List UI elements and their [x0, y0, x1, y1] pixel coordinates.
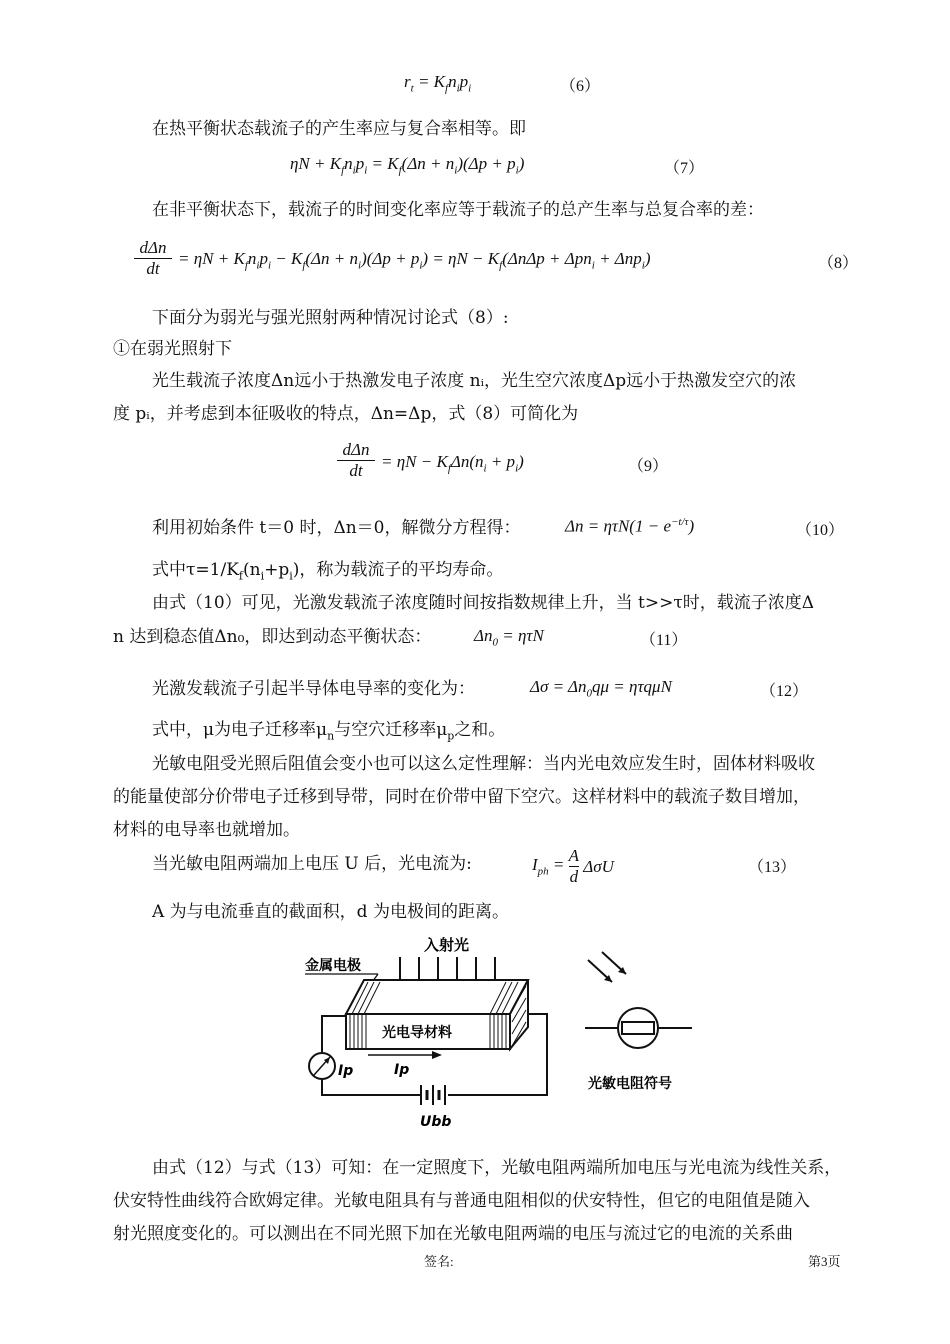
paragraph-5b: 度 pᵢ，并考虑到本征吸收的特点，Δn=Δp，式（8）可简化为: [113, 404, 579, 424]
photoresistor-figure: [0, 930, 950, 1160]
equation-11: $\Delta n_0 = \eta\tau N$: [474, 626, 544, 649]
paragraph-11a: 光敏电阻受光照后阻值会变小也可以这么定性理解：当内光电效应发生时，固体材料吸收: [152, 754, 815, 774]
equation-12-number: （12）: [760, 683, 809, 700]
paragraph-11c: 材料的电导率也就增加。: [113, 820, 300, 840]
photoconductive-block: [346, 980, 528, 1049]
metal-electrode-label: 金属电极: [305, 958, 361, 974]
paragraph-9: 光激发载流子引起半导体电导率的变化为：: [152, 679, 475, 699]
equation-8-rhs: = $\eta N + K_fn_ip_i - K_f(\Delta n + n_i)(\Delta p + p_i) = \eta N - K_f(\Delta n\Delta p + \Delta pn_i + \Delta np_i)$: [178, 249, 651, 272]
paragraph-11b: 的能量使部分价带电子迁移到导带，同时在价带中留下空穴。这样材料中的载流子数目增加，: [113, 787, 810, 807]
paragraph-3: 下面分为弱光与强光照射两种情况讨论式（8）:: [152, 308, 509, 328]
material-label: 光电导材料: [382, 1025, 452, 1041]
paragraph-14c: 射光照度变化的。可以测出在不同光照下加在光敏电阻两端的电压与流过它的电流的关系曲: [113, 1224, 793, 1244]
equation-6: $r_t = K_fn_ip_i$: [404, 72, 472, 95]
equation-11-number: （11）: [640, 632, 688, 649]
battery: [421, 1085, 445, 1105]
paragraph-2: 在非平衡状态下，载流子的时间变化率应等于载流子的总产生率与总复合率的差：: [152, 200, 764, 220]
equation-7: $\eta N + K_fn_ip_i = K_f(\Delta n + n_i)(\Delta p + p_i)$: [290, 154, 525, 177]
ammeter-current-label: Ip: [338, 1063, 354, 1079]
equation-12: $\Delta\sigma = \Delta n_0q\mu = \eta\tau q\mu N$: [530, 677, 672, 700]
paragraph-14a: 由式（12）与式（13）可知：在一定照度下，光敏电阻两端所加电压与光电流为线性关系，: [152, 1158, 842, 1178]
paragraph-13: A 为与电流垂直的截面积，d 为电极间的距离。: [152, 902, 509, 922]
paragraph-4: ①在弱光照射下: [113, 339, 232, 359]
paragraph-12: 当光敏电阻两端加上电压 U 后，光电流为:: [152, 854, 472, 874]
paragraph-5a: 光生载流子浓度Δn远小于热激发电子浓度 nᵢ，光生空穴浓度Δp远小于热激发空穴的浓: [152, 371, 797, 391]
equation-13-number: （13）: [748, 859, 797, 876]
equation-10-number: （10）: [796, 522, 845, 539]
equation-9-number: （9）: [628, 458, 669, 475]
photoresistor-symbol: [585, 952, 692, 1092]
incident-light-label: 入射光: [424, 936, 470, 954]
equation-9-lhs: dΔn dt: [337, 440, 375, 481]
paragraph-8a: 由式（10）可见，光激发载流子浓度随时间按指数规律上升，当 t>>τ时，载流子浓度Δ: [152, 593, 815, 613]
ubb-label: Ubb: [420, 1114, 452, 1130]
paragraph-6: 利用初始条件 t＝0 时，Δn＝0，解微分方程得：: [152, 518, 521, 538]
paragraph-14b: 伏安特性曲线符合欧姆定律。光敏电阻具有与普通电阻相似的伏安特性，但它的电阻值是随入: [113, 1191, 810, 1211]
equation-6-number: （6）: [560, 78, 601, 95]
paragraph-7: 式中$\tau=1/K_f(n_i+p_i)$，称为载流子的平均寿命。: [152, 560, 504, 583]
equation-13: $I_{ph}$ = $\frac{A}{d}$ ΔσU: [532, 846, 614, 886]
page-number: 第3页: [808, 1254, 841, 1269]
equation-10: $\Delta n = \eta\tau N(1 - e^{-t/\tau})$: [565, 516, 695, 536]
equation-8-number: （8）: [818, 255, 859, 272]
paragraph-10: 式中，μ为电子迁移率$\mu_n$与空穴迁移率$\mu_p$之和。: [152, 720, 506, 743]
equation-7-number: （7）: [664, 160, 705, 177]
paragraph-1: 在热平衡状态载流子的产生率应与复合率相等。即: [152, 119, 526, 139]
paragraph-8b: n 达到稳态值Δn₀，即达到动态平衡状态：: [113, 627, 432, 647]
equation-9-rhs: = $\eta N - K_f\Delta n(n_i + p_i)$: [381, 452, 524, 475]
signature-label: 签名:: [424, 1254, 454, 1269]
equation-8-lhs: dΔn dt: [134, 238, 172, 279]
current-arrow-label: Ip: [394, 1062, 410, 1078]
symbol-label: 光敏电阻符号: [588, 1076, 672, 1092]
